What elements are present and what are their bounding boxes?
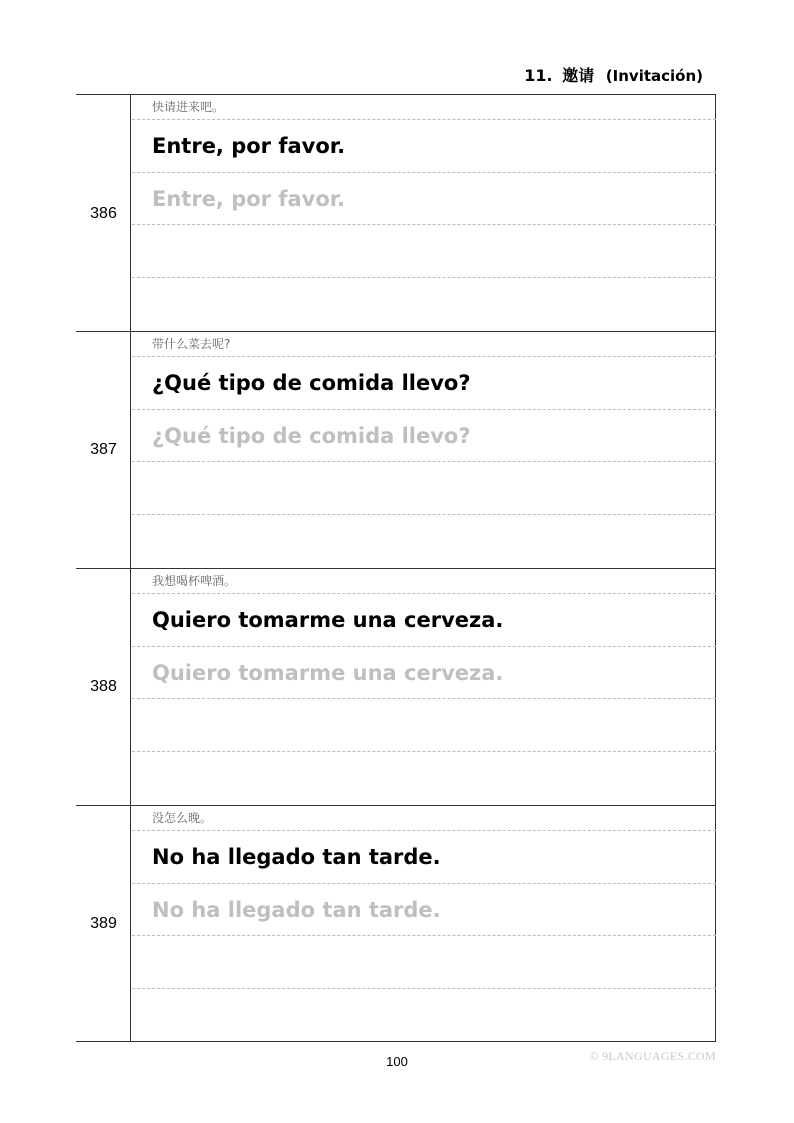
writing-lines xyxy=(132,569,716,805)
chinese-hint: 我想喝杯啤酒。 xyxy=(132,569,716,594)
spanish-sentence: Quiero tomarme una cerveza. xyxy=(132,594,716,647)
entry-number: 387 xyxy=(90,441,117,458)
trace-sentence: Quiero tomarme una cerveza. xyxy=(132,647,716,700)
spanish-sentence: Entre, por favor. xyxy=(132,120,716,173)
entry-number: 388 xyxy=(90,678,117,695)
blank-writing-line[interactable] xyxy=(132,699,716,752)
blank-writing-line[interactable] xyxy=(132,752,716,805)
entry-number-cell xyxy=(76,332,131,568)
blank-writing-line[interactable] xyxy=(132,936,716,989)
practice-block xyxy=(76,95,716,332)
section-title-chinese: 邀请 xyxy=(562,66,595,85)
practice-block xyxy=(76,805,716,1042)
chinese-hint: 带什么菜去呢? xyxy=(132,332,716,357)
entry-number: 386 xyxy=(90,204,117,222)
practice-table xyxy=(76,94,716,1042)
copyright-watermark: © 9LANGUAGES.COM xyxy=(589,1049,716,1063)
writing-lines xyxy=(132,332,716,568)
blank-writing-line[interactable] xyxy=(132,515,716,568)
writing-lines xyxy=(132,806,716,1042)
blank-writing-line[interactable] xyxy=(132,278,716,331)
trace-sentence: No ha llegado tan tarde. xyxy=(132,884,716,937)
writing-lines xyxy=(132,95,716,332)
spanish-sentence: ¿Qué tipo de comida llevo? xyxy=(132,357,716,410)
practice-block xyxy=(76,568,716,805)
section-number: 11. xyxy=(524,66,553,85)
section-title xyxy=(0,63,703,86)
entry-number: 389 xyxy=(90,915,117,932)
entry-number-cell xyxy=(76,95,131,332)
blank-writing-line[interactable] xyxy=(132,989,716,1042)
chinese-hint: 没怎么晚。 xyxy=(132,806,716,831)
blank-writing-line[interactable] xyxy=(132,462,716,515)
trace-sentence: Entre, por favor. xyxy=(132,173,716,226)
entry-number-cell xyxy=(76,569,131,805)
spanish-sentence: No ha llegado tan tarde. xyxy=(132,831,716,884)
section-title-spanish: (Invitación) xyxy=(605,67,703,85)
trace-sentence: ¿Qué tipo de comida llevo? xyxy=(132,410,716,463)
entry-number-cell xyxy=(76,806,131,1042)
blank-writing-line[interactable] xyxy=(132,225,716,278)
page-number: 100 xyxy=(386,1054,408,1069)
chinese-hint: 快请进来吧。 xyxy=(132,95,716,120)
practice-block xyxy=(76,331,716,568)
